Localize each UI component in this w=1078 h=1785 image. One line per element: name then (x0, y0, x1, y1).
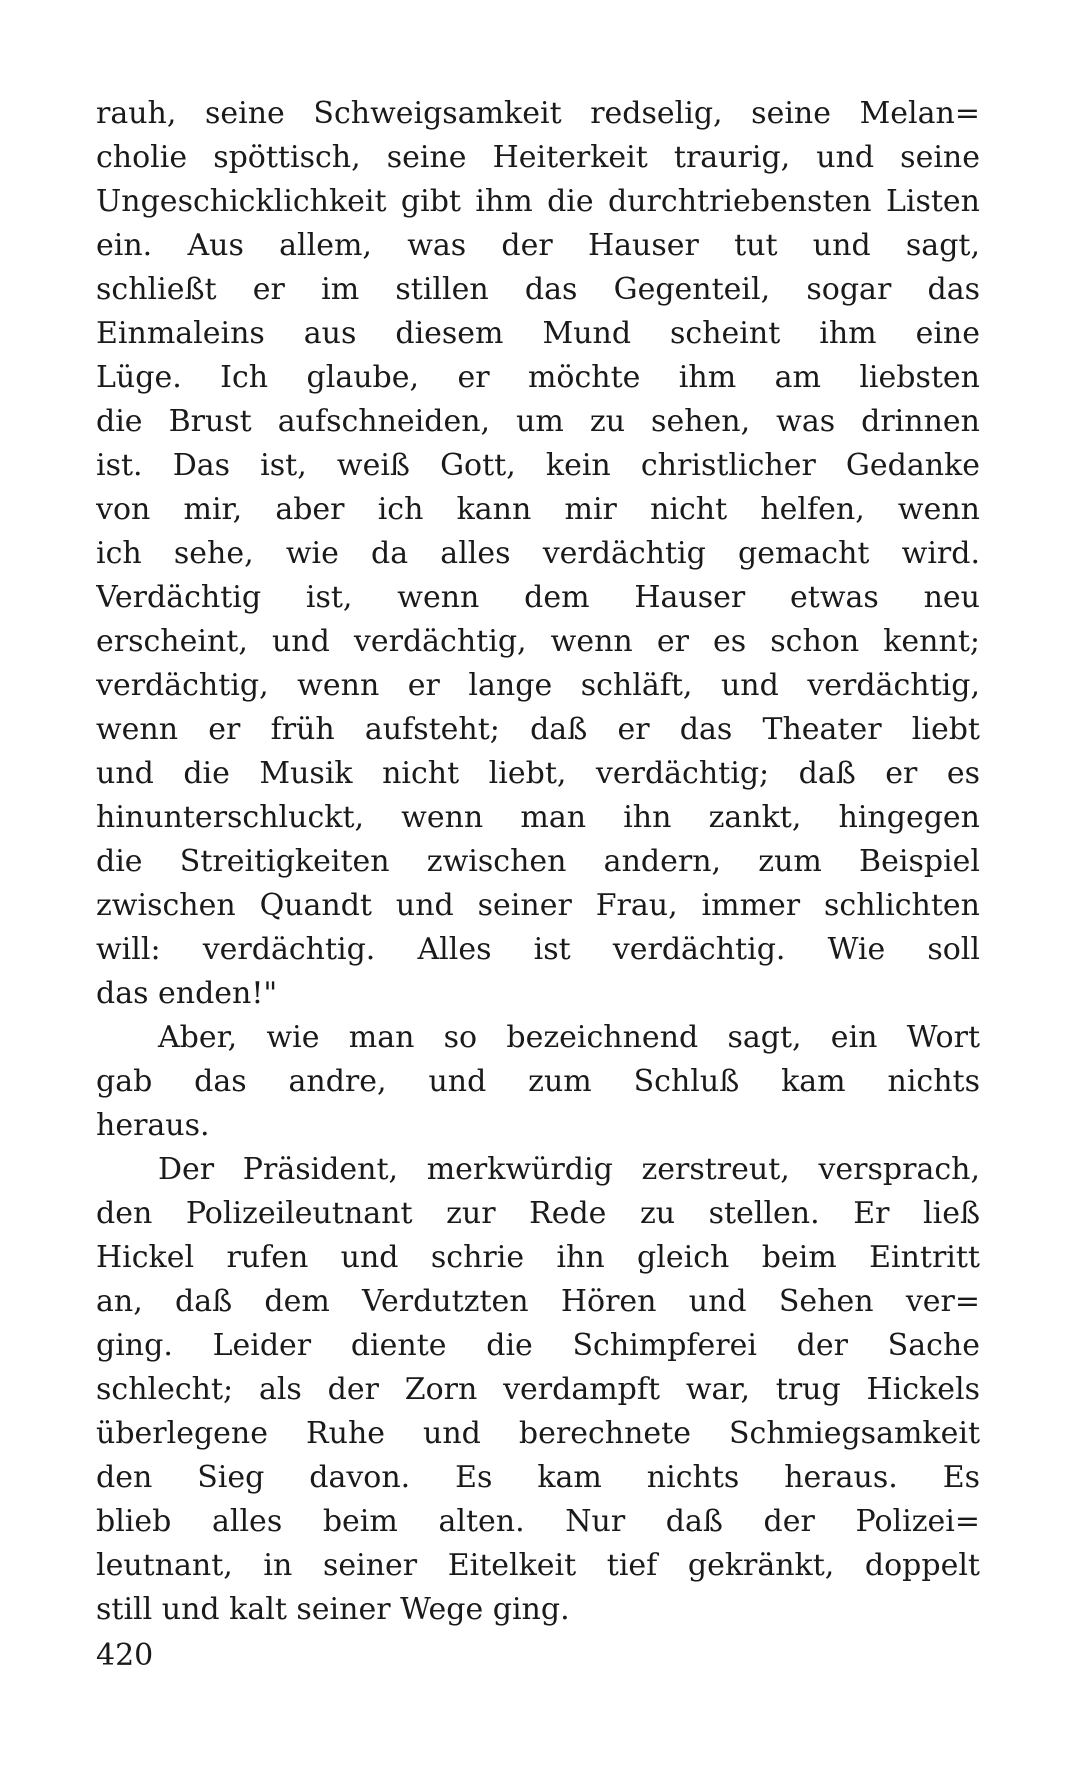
text-line: rauh, seine Schweigsamkeit redselig, seine Melan= (96, 96, 980, 131)
text-line: blieb alles beim alten. Nur daß der Polizei= (96, 1504, 980, 1539)
text-line: leutnant, in seiner Eitelkeit tief gekränkt, doppelt (96, 1548, 980, 1583)
text-line: zwischen Quandt und seiner Frau, immer schlichten (96, 888, 980, 923)
text-line: Der Präsident, merkwürdig zerstreut, versprach, (158, 1152, 980, 1187)
text-line: den Polizeileutnant zur Rede zu stellen. Er ließ (96, 1196, 980, 1231)
text-line: schließt er im stillen das Gegenteil, sogar das (96, 272, 980, 307)
text-line: Einmaleins aus diesem Mund scheint ihm eine (96, 316, 980, 351)
text-line: die Brust aufschneiden, um zu sehen, was drinnen (96, 404, 980, 439)
text-line: ein. Aus allem, was der Hauser tut und sagt, (96, 228, 980, 263)
text-line: erscheint, und verdächtig, wenn er es schon kennt; (96, 624, 980, 659)
text-line: wenn er früh aufsteht; daß er das Theater liebt (96, 712, 980, 747)
text-line: will: verdächtig. Alles ist verdächtig. Wie soll (96, 932, 980, 967)
text-line: still und kalt seiner Wege ging. (96, 1592, 570, 1627)
page-number: 420 (96, 1638, 154, 1673)
text-line: Verdächtig ist, wenn dem Hauser etwas neu (96, 580, 980, 615)
text-line: von mir, aber ich kann mir nicht helfen, wenn (96, 492, 980, 527)
text-line: schlecht; als der Zorn verdampft war, trug Hickels (96, 1372, 980, 1407)
text-line: überlegene Ruhe und berechnete Schmiegsamkeit (96, 1416, 980, 1451)
text-line: und die Musik nicht liebt, verdächtig; daß er es (96, 756, 980, 791)
text-line: hinunterschluckt, wenn man ihn zankt, hingegen (96, 800, 980, 835)
text-line: gab das andre, und zum Schluß kam nichts (96, 1064, 980, 1099)
body-text (96, 92, 980, 1632)
text-line: Hickel rufen und schrie ihn gleich beim Eintritt (96, 1240, 980, 1275)
text-line: ist. Das ist, weiß Gott, kein christlicher Gedanke (96, 448, 980, 483)
text-line: verdächtig, wenn er lange schläft, und verdächtig, (96, 668, 980, 703)
text-line: heraus. (96, 1108, 210, 1143)
text-line: Lüge. Ich glaube, er möchte ihm am liebsten (96, 360, 980, 395)
text-line: an, daß dem Verdutzten Hören und Sehen ver= (96, 1284, 980, 1319)
text-line: Ungeschicklichkeit gibt ihm die durchtriebensten Listen (96, 184, 980, 219)
text-line: den Sieg davon. Es kam nichts heraus. Es (96, 1460, 980, 1495)
text-line: Aber, wie man so bezeichnend sagt, ein Wort (158, 1020, 980, 1055)
text-line: ging. Leider diente die Schimpferei der Sache (96, 1328, 980, 1363)
text-line: das enden!" (96, 976, 278, 1011)
text-line: die Streitigkeiten zwischen andern, zum Beispiel (96, 844, 980, 879)
text-line: ich sehe, wie da alles verdächtig gemacht wird. (96, 536, 980, 571)
text-line: cholie spöttisch, seine Heiterkeit traurig, und seine (96, 140, 980, 175)
